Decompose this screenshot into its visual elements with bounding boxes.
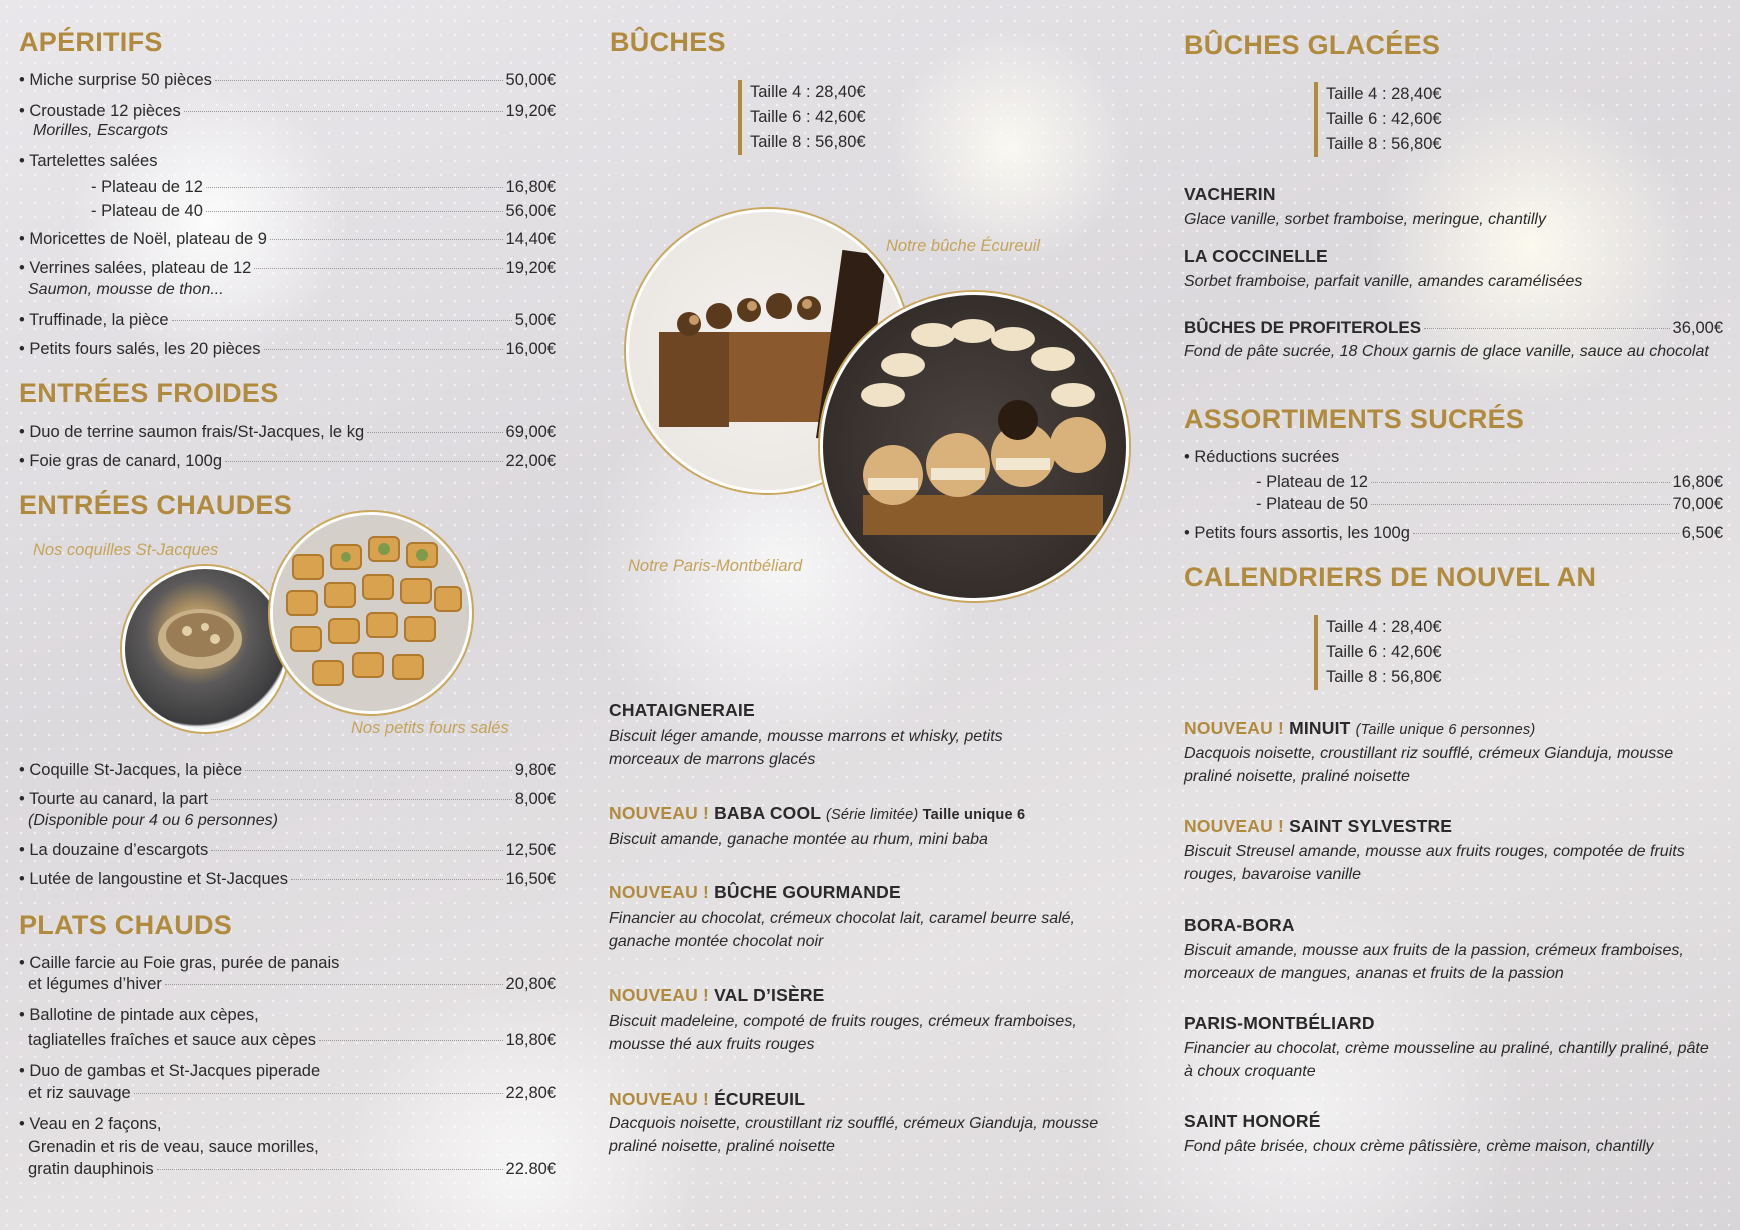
menu-item: - Plateau de 12 16,80€ <box>91 178 556 196</box>
menu-item: • Lutée de langoustine et St-Jacques 16,50€ <box>19 869 556 889</box>
menu-item-line: • Duo de gambas et St-Jacques piperade <box>19 1061 320 1081</box>
product-name: VACHERIN <box>1184 184 1276 204</box>
menu-item-line: • Veau en 2 façons, <box>19 1114 161 1134</box>
choux-pastry-icon <box>823 295 1126 598</box>
section-title-buches-glacees: BÛCHES GLACÉES <box>1184 30 1441 60</box>
product-description: Biscuit léger amande, mousse marrons et whisky, petits morceaux de marrons glacés <box>609 728 1003 768</box>
product-name: NOUVEAU ! ÉCUREUIL <box>609 1089 806 1109</box>
menu-item: • Moricettes de Noël, plateau de 9 14,40€ <box>19 229 556 249</box>
menu-item: • Coquille St-Jacques, la pièce 9,80€ <box>19 760 556 780</box>
size-price-list <box>1314 615 1442 690</box>
menu-item: • Foie gras de canard, 100g 22,00€ <box>19 451 556 471</box>
section-title-aperitifs: APÉRITIFS <box>19 27 163 57</box>
product-name: LA COCCINELLE <box>1184 246 1328 266</box>
menu-item: • Miche surprise 50 pièces 50,00€ <box>19 70 556 90</box>
menu-item: BÛCHES DE PROFITEROLES 36,00€ <box>1184 318 1723 337</box>
menu-item-note: Saumon, mousse de thon... <box>28 281 224 298</box>
section-title-plats-chauds: PLATS CHAUDS <box>19 910 233 940</box>
menu-item: • Petits fours assortis, les 100g 6,50€ <box>1184 523 1723 543</box>
product-name: CHATAIGNERAIE <box>609 700 755 720</box>
size-price: Taille 4 : 28,40€ <box>1326 85 1442 103</box>
menu-item: • Croustade 12 pièces 19,20€ <box>19 101 556 121</box>
photo-caption: Notre Paris-Montbéliard <box>628 557 803 575</box>
size-price: Taille 8 : 56,80€ <box>1326 135 1442 153</box>
menu-item: • Tartelettes salées <box>19 151 157 171</box>
menu-item-line: • Caille farcie au Foie gras, purée de panais <box>19 953 339 973</box>
menu-item: • Réductions sucrées <box>1184 447 1339 467</box>
menu-item: • Truffinade, la pièce 5,00€ <box>19 310 556 330</box>
size-price-list <box>1314 82 1442 157</box>
menu-item-line: Grenadin et ris de veau, sauce morilles, <box>28 1138 319 1156</box>
menu-item: • Tourte au canard, la part 8,00€ <box>19 789 556 809</box>
menu-item: • La douzaine d’escargots 12,50€ <box>19 840 556 860</box>
coquilles-photo <box>122 566 288 732</box>
size-price: Taille 8 : 56,80€ <box>750 133 866 151</box>
product-description: Glace vanille, sorbet framboise, meringue, chantilly <box>1184 211 1546 228</box>
menu-item: - Plateau de 40 56,00€ <box>91 202 556 220</box>
product-description: Dacquois noisette, croustillant riz soufflé, crémeux Gianduja, mousse praliné noisette, praliné noisette <box>609 1115 1099 1155</box>
size-price: Taille 4 : 28,40€ <box>750 83 866 101</box>
section-title-calendriers: CALENDRIERS DE NOUVEL AN <box>1184 562 1597 592</box>
menu-item-note: (Disponible pour 4 ou 6 personnes) <box>28 812 278 829</box>
product-name: NOUVEAU ! MINUIT (Taille unique 6 personnes) <box>1184 718 1536 738</box>
menu-item: gratin dauphinois 22.80€ <box>28 1160 556 1178</box>
product-name: PARIS-MONTBÉLIARD <box>1184 1013 1375 1033</box>
product-description: Biscuit amande, ganache montée au rhum, mini baba <box>609 831 988 848</box>
size-price: Taille 6 : 42,60€ <box>750 108 866 126</box>
paris-montbeliard-photo <box>820 292 1129 601</box>
size-price: Taille 4 : 28,40€ <box>1326 618 1442 636</box>
photo-caption: Nos petits fours salés <box>351 719 509 737</box>
product-name: NOUVEAU ! BÛCHE GOURMANDE <box>609 882 901 902</box>
product-name: BORA-BORA <box>1184 915 1295 935</box>
product-description: Biscuit Streusel amande, mousse aux fruits rouges, compotée de fruits rouges, bavaroise vanille <box>1184 843 1685 883</box>
product-name: NOUVEAU ! SAINT SYLVESTRE <box>1184 816 1453 836</box>
size-price: Taille 6 : 42,60€ <box>1326 643 1442 661</box>
pastries-icon <box>273 515 469 711</box>
menu-item: • Verrines salées, plateau de 12 19,20€ <box>19 258 556 278</box>
product-name: NOUVEAU ! BABA COOL (Série limitée) Taille unique 6 <box>609 803 1026 823</box>
product-description: Fond pâte brisée, choux crème pâtissière, crème maison, chantilly <box>1184 1138 1654 1155</box>
product-description: Dacquois noisette, croustillant riz soufflé, crémeux Gianduja, mousse praliné noisette, praliné noisette <box>1184 745 1674 785</box>
scallop-shell-icon <box>125 569 285 729</box>
product-description: Financier au chocolat, crémeux chocolat lait, caramel beurre salé, ganache montée chocolat noir <box>609 910 1075 950</box>
section-title-assortiments: ASSORTIMENTS SUCRÉS <box>1184 404 1525 434</box>
menu-item: - Plateau de 12 16,80€ <box>1256 473 1723 491</box>
section-title-buches: BÛCHES <box>610 27 726 57</box>
menu-item: tagliatelles fraîches et sauce aux cèpes 18,80€ <box>28 1031 556 1049</box>
menu-item: • Petits fours salés, les 20 pièces 16,00€ <box>19 339 556 359</box>
petits-fours-photo <box>270 512 472 714</box>
menu-item: - Plateau de 50 70,00€ <box>1256 495 1723 513</box>
product-description: Biscuit amande, mousse aux fruits de la passion, crémeux framboises, morceaux de mangues, ananas et fruits de la passion <box>1184 942 1684 982</box>
size-price: Taille 6 : 42,60€ <box>1326 110 1442 128</box>
product-name: SAINT HONORÉ <box>1184 1111 1321 1131</box>
photo-caption: Notre bûche Écureuil <box>886 237 1041 255</box>
section-title-entrees-chaudes: ENTRÉES CHAUDES <box>19 490 293 520</box>
photo-caption: Nos coquilles St-Jacques <box>33 541 219 559</box>
product-description: Biscuit madeleine, compoté de fruits rouges, crémeux framboises, mousse thé aux fruits rouges <box>609 1013 1077 1053</box>
product-description: Sorbet framboise, parfait vanille, amandes caramélisées <box>1184 273 1583 290</box>
menu-item-note: Morilles, Escargots <box>33 122 169 139</box>
product-name: NOUVEAU ! VAL D’ISÈRE <box>609 985 825 1005</box>
size-price: Taille 8 : 56,80€ <box>1326 668 1442 686</box>
section-title-entrees-froides: ENTRÉES FROIDES <box>19 378 279 408</box>
menu-item-line: • Ballotine de pintade aux cèpes, <box>19 1005 259 1025</box>
menu-item: • Duo de terrine saumon frais/St-Jacques, le kg 69,00€ <box>19 422 556 442</box>
menu-item: et légumes d’hiver 20,80€ <box>28 975 556 993</box>
menu-item: et riz sauvage 22,80€ <box>28 1084 556 1102</box>
product-description: Financier au chocolat, crème mousseline au praliné, chantilly praliné, pâte à choux croquante <box>1184 1040 1709 1080</box>
product-description: Fond de pâte sucrée, 18 Choux garnis de glace vanille, sauce au chocolat <box>1184 343 1709 360</box>
size-price-list <box>738 80 866 155</box>
